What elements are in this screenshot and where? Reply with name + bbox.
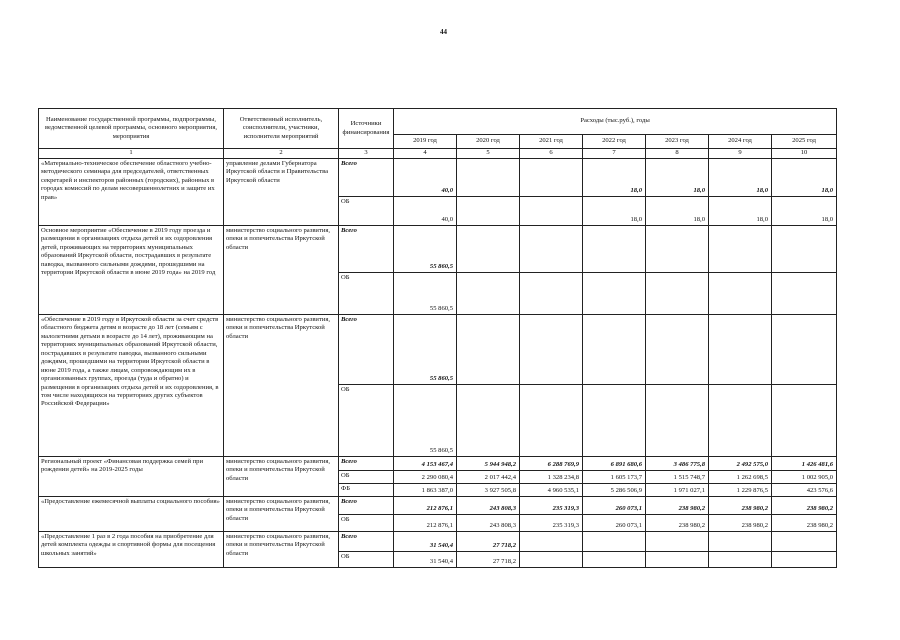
amount-cell	[709, 273, 772, 315]
amount-cell: 55 860,5	[394, 315, 457, 385]
amount-cell: 18,0	[583, 197, 646, 226]
funding-source: ОБ	[339, 515, 394, 532]
amount-cell: 18,0	[709, 197, 772, 226]
table-row	[39, 159, 837, 197]
funding-source: ФБ	[339, 484, 394, 497]
amount-cell	[520, 385, 583, 457]
funding-source: ОБ	[339, 273, 394, 315]
amount-cell	[646, 552, 709, 568]
measure-name: «Предоставление ежемесячной выплаты социального пособия»	[39, 497, 224, 532]
amount-cell	[457, 273, 520, 315]
amount-cell: 238 980,2	[709, 497, 772, 515]
amount-cell	[583, 315, 646, 385]
amount-cell: 18,0	[772, 197, 837, 226]
header-year: 2019 год	[394, 135, 457, 149]
page-number: 44	[440, 28, 447, 36]
amount-cell: 238 980,2	[646, 497, 709, 515]
funding-source: Всего	[339, 159, 394, 197]
amount-cell	[583, 273, 646, 315]
amount-cell: 260 073,1	[583, 497, 646, 515]
header-name: Наименование государственной программы, подпрограммы, ведомственной целевой программы, основного мероприятия, мероприятия	[39, 109, 224, 149]
header-year: 2020 год	[457, 135, 520, 149]
amount-cell	[709, 552, 772, 568]
executor-name: министерство социального развития, опеки и попечительства Иркутской области	[224, 315, 339, 457]
amount-cell	[646, 315, 709, 385]
amount-cell: 55 860,5	[394, 273, 457, 315]
column-number: 9	[709, 149, 772, 159]
table-row	[39, 315, 837, 385]
amount-cell	[520, 552, 583, 568]
amount-cell: 18,0	[709, 159, 772, 197]
amount-cell: 6 891 680,6	[583, 457, 646, 471]
amount-cell	[772, 315, 837, 385]
amount-cell	[583, 532, 646, 552]
amount-cell: 1 328 234,8	[520, 471, 583, 484]
amount-cell: 3 486 775,8	[646, 457, 709, 471]
funding-source: ОБ	[339, 552, 394, 568]
amount-cell	[457, 315, 520, 385]
amount-cell	[520, 197, 583, 226]
executor-name: министерство социального развития, опеки и попечительства Иркутской области	[224, 532, 339, 568]
amount-cell: 2 492 575,0	[709, 457, 772, 471]
amount-cell: 1 002 905,0	[772, 471, 837, 484]
column-number: 8	[646, 149, 709, 159]
amount-cell	[772, 552, 837, 568]
amount-cell: 1 971 027,1	[646, 484, 709, 497]
header-year: 2021 год	[520, 135, 583, 149]
amount-cell: 238 980,2	[709, 515, 772, 532]
amount-cell	[709, 315, 772, 385]
funding-source: Всего	[339, 315, 394, 385]
executor-name: управление делами Губернатора Иркутской области и Правительства Иркутской области	[224, 159, 339, 226]
header-year: 2024 год	[709, 135, 772, 149]
amount-cell: 40,0	[394, 159, 457, 197]
measure-name: «Материально-техническое обеспечение областного учебно-методического семинара для председателей, ответственных секретарей и инспекторов районных (городских), районных в городах комиссий по делам несовершеннолетних и защите их прав»	[39, 159, 224, 226]
amount-cell: 18,0	[583, 159, 646, 197]
amount-cell: 2 290 080,4	[394, 471, 457, 484]
table-row	[39, 226, 837, 273]
column-number: 6	[520, 149, 583, 159]
table-row	[39, 497, 837, 515]
funding-source: ОБ	[339, 385, 394, 457]
amount-cell: 5 286 506,9	[583, 484, 646, 497]
header-year: 2025 год	[772, 135, 837, 149]
amount-cell: 1 863 387,0	[394, 484, 457, 497]
funding-source: ОБ	[339, 471, 394, 484]
amount-cell	[520, 226, 583, 273]
amount-cell	[520, 315, 583, 385]
amount-cell	[646, 273, 709, 315]
amount-cell	[646, 385, 709, 457]
amount-cell	[457, 197, 520, 226]
amount-cell: 4 153 467,4	[394, 457, 457, 471]
amount-cell: 3 927 505,8	[457, 484, 520, 497]
table-body	[39, 159, 837, 568]
amount-cell: 238 980,2	[772, 497, 837, 515]
amount-cell: 2 017 442,4	[457, 471, 520, 484]
amount-cell: 27 718,2	[457, 552, 520, 568]
amount-cell: 1 605 173,7	[583, 471, 646, 484]
amount-cell	[646, 532, 709, 552]
amount-cell: 31 540,4	[394, 552, 457, 568]
amount-cell	[709, 532, 772, 552]
executor-name: министерство социального развития, опеки и попечительства Иркутской области	[224, 457, 339, 497]
table-row	[39, 532, 837, 552]
header-year: 2023 год	[646, 135, 709, 149]
amount-cell	[457, 159, 520, 197]
column-numbers-row	[39, 149, 837, 159]
amount-cell: 1 515 748,7	[646, 471, 709, 484]
amount-cell	[520, 159, 583, 197]
funding-source: Всего	[339, 497, 394, 515]
amount-cell: 5 944 948,2	[457, 457, 520, 471]
amount-cell	[457, 385, 520, 457]
amount-cell: 212 876,1	[394, 515, 457, 532]
amount-cell: 6 288 769,9	[520, 457, 583, 471]
column-number: 4	[394, 149, 457, 159]
funding-source: ОБ	[339, 197, 394, 226]
amount-cell	[709, 385, 772, 457]
amount-cell	[583, 226, 646, 273]
amount-cell: 243 808,3	[457, 515, 520, 532]
amount-cell: 235 319,3	[520, 497, 583, 515]
funding-source: Всего	[339, 532, 394, 552]
amount-cell: 260 073,1	[583, 515, 646, 532]
amount-cell: 27 718,2	[457, 532, 520, 552]
amount-cell: 18,0	[646, 159, 709, 197]
amount-cell	[520, 532, 583, 552]
amount-cell	[772, 226, 837, 273]
measure-name: «Обеспечение в 2019 году в Иркутской области за счет средств областного бюджета детям в возрасте до 18 лет (семьям с малолетними детьми в возрасте до 14 лет), проживающим на территориях муниципальных образований Иркутской области, пострадавших в результате паводка, вызванного сильными дождями, прошедшими на территории Иркутской области в июне 2019 года, а также лицам, сопровождающим их в организованных группах, проезда (туда и обратно) и размещения в организациях отдыха детей и их оздоровления, в том числе находящихся на территориях других субъектов Российской Федерации»	[39, 315, 224, 457]
amount-cell: 235 319,3	[520, 515, 583, 532]
amount-cell: 55 860,5	[394, 226, 457, 273]
amount-cell	[709, 226, 772, 273]
funding-source: Всего	[339, 226, 394, 273]
amount-cell	[772, 385, 837, 457]
amount-cell: 4 960 535,1	[520, 484, 583, 497]
column-number: 10	[772, 149, 837, 159]
measure-name: Основное мероприятие «Обеспечение в 2019 году проезда и размещения в организациях отдыха детей и их оздоровления детей, проживающих на территориях муниципальных образований Иркутской области, пострадавших в результате паводка, вызванного сильными дождями, прошедшими на территории Иркутской области в июне 2019 года» на 2019 год	[39, 226, 224, 315]
funding-source: Всего	[339, 457, 394, 471]
expenses-table	[38, 108, 837, 568]
column-number: 5	[457, 149, 520, 159]
amount-cell	[772, 532, 837, 552]
amount-cell	[520, 273, 583, 315]
amount-cell: 55 860,5	[394, 385, 457, 457]
amount-cell: 40,0	[394, 197, 457, 226]
amount-cell: 238 980,2	[772, 515, 837, 532]
amount-cell: 423 576,6	[772, 484, 837, 497]
header-source: Источники финансирования	[339, 109, 394, 149]
amount-cell: 18,0	[646, 197, 709, 226]
measure-name: Региональный проект «Финансовая поддержка семей при рождении детей» на 2019-2025 годы	[39, 457, 224, 497]
amount-cell: 238 980,2	[646, 515, 709, 532]
column-number: 3	[339, 149, 394, 159]
amount-cell: 18,0	[772, 159, 837, 197]
column-number: 7	[583, 149, 646, 159]
amount-cell: 31 540,4	[394, 532, 457, 552]
amount-cell	[772, 273, 837, 315]
amount-cell	[583, 385, 646, 457]
amount-cell: 243 808,3	[457, 497, 520, 515]
column-number: 1	[39, 149, 224, 159]
header-expenses: Расходы (тыс.руб.), годы	[394, 109, 837, 135]
amount-cell	[583, 552, 646, 568]
executor-name: министерство социального развития, опеки и попечительства Иркутской области	[224, 226, 339, 315]
amount-cell	[457, 226, 520, 273]
amount-cell: 1 262 698,5	[709, 471, 772, 484]
amount-cell: 1 229 876,5	[709, 484, 772, 497]
measure-name: «Предоставление 1 раз в 2 года пособия на приобретение для детей комплекта одежды и спортивной формы для посещения школьных занятий»	[39, 532, 224, 568]
column-number: 2	[224, 149, 339, 159]
header-year: 2022 год	[583, 135, 646, 149]
amount-cell: 1 426 481,6	[772, 457, 837, 471]
executor-name: министерство социального развития, опеки и попечительства Иркутской области	[224, 497, 339, 532]
amount-cell: 212 876,1	[394, 497, 457, 515]
table-row	[39, 457, 837, 471]
amount-cell	[646, 226, 709, 273]
header-executor: Ответственный исполнитель, соисполнители, участники, исполнители мероприятий	[224, 109, 339, 149]
